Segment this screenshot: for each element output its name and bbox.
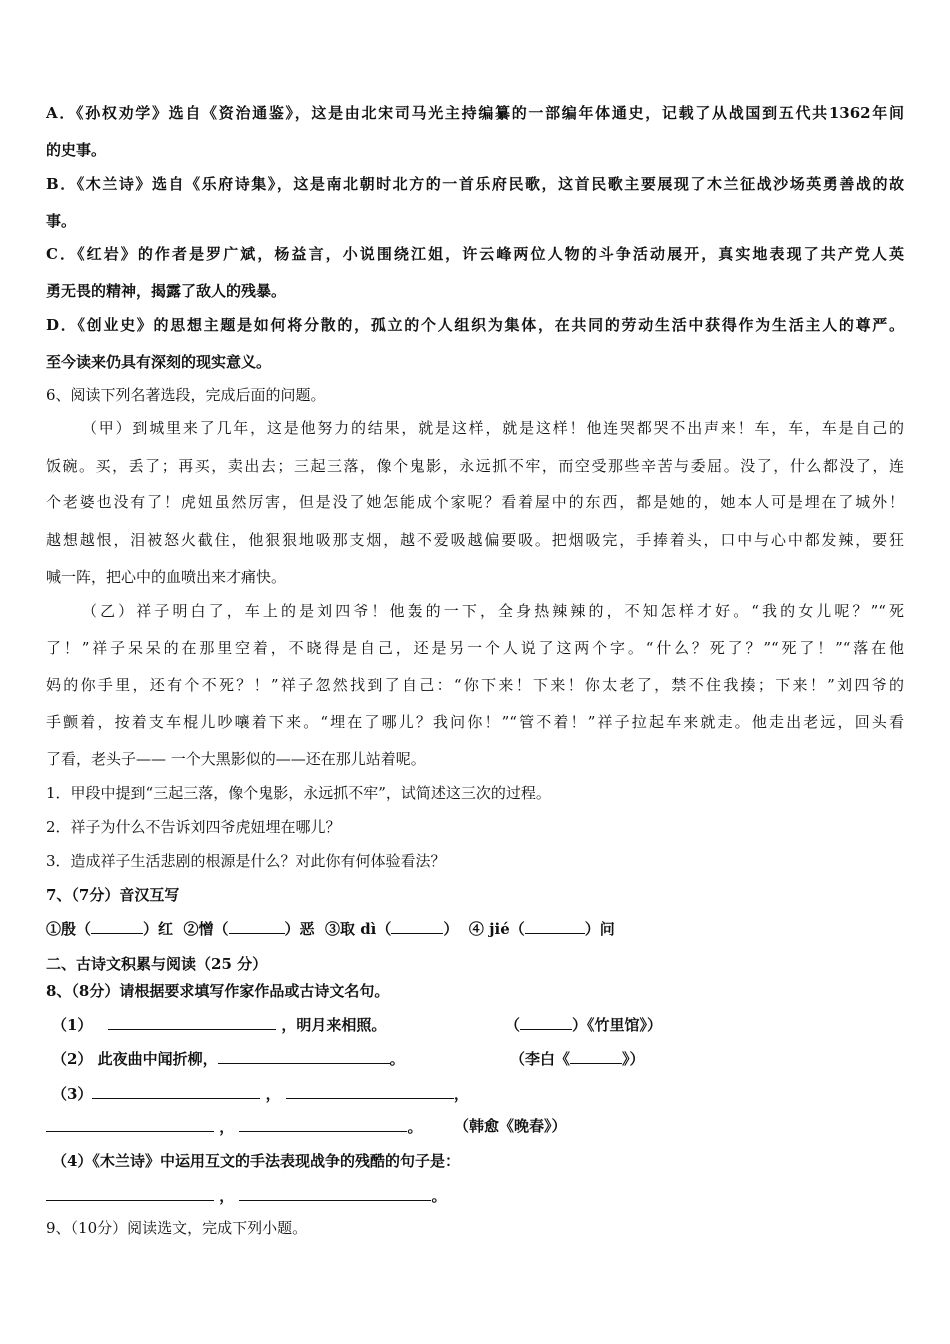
q6-yi-line2: 了！”祥子呆呆的在那里空着，不晓得是自己，还是另一个人说了这两个字。“什么？死了？”“死了！”“落在他 xyxy=(46,639,904,657)
q8-line4 xyxy=(46,1116,423,1137)
q7-item2-suffix: ）恶 xyxy=(284,920,315,938)
q7-item3-suffix: ） xyxy=(443,920,459,938)
option-a-line1: A．《孙权劝学》选自《资治通鉴》，这是由北宋司马光主持编纂的一部编年体通史，记载了从战国到五代共1362年间 xyxy=(46,104,904,122)
q8-line1-author-blank[interactable] xyxy=(520,1014,572,1030)
q7-item1-suffix: ）红 xyxy=(143,920,174,938)
option-b-line1: B．《木兰诗》选自《乐府诗集》，这是南北朝时北方的一首乐府民歌，这首民歌主要展现了木兰征战沙场英勇善战的故 xyxy=(46,175,904,193)
option-b-line2: 事。 xyxy=(46,212,77,230)
q7-item4-prefix: ④ jié（ xyxy=(468,920,525,938)
q7-item1-blank[interactable] xyxy=(91,918,143,934)
q6-yi-line1: （乙）祥子明白了，车上的是刘四爷！他轰的一下，全身热辣辣的，不知怎样才好。“我的女儿呢？”“死 xyxy=(82,602,904,620)
q8-line1-source xyxy=(505,1014,662,1035)
q8-line2-end: 。 xyxy=(389,1050,405,1068)
q8-line2-source-close: 》） xyxy=(622,1050,645,1068)
q8-line1 xyxy=(52,1014,386,1035)
q8-line2-blank[interactable] xyxy=(218,1048,390,1064)
option-d-line1: D．《创业史》的思想主题是如何将分散的，孤立的个人组织为集体，在共同的劳动生活中获得作为生活主人的尊严。 xyxy=(46,316,904,334)
q7-item1-prefix: ①殷（ xyxy=(46,920,92,938)
q8-line4-comma: ， xyxy=(219,1118,235,1136)
q8-line2-verse: （2） 此夜曲中闻折柳， xyxy=(52,1050,218,1068)
q8-line1-number: （1） xyxy=(52,1016,93,1034)
q6-yi-line4: 手颤着，按着支车棍儿吵嚷着下来。“埋在了哪儿？我问你！”“管不着！”祥子拉起车来就走。他走出老远，回头看 xyxy=(46,713,904,731)
q8-line3-comma2: ， xyxy=(453,1085,469,1103)
q8-line4-source: （韩愈《晚春》） xyxy=(454,1117,567,1135)
q6-title: 6、阅读下列名著选段，完成后面的问题。 xyxy=(46,386,326,404)
q6-yi-line5: 了看，老头子—— 一个大黑影似的——还在那儿站着呢。 xyxy=(46,750,426,768)
q8-line5: （4）《木兰诗》中运用互文的手法表现战争的残酷的句子是： xyxy=(52,1152,460,1170)
q6-question-1: 1．甲段中提到“三起三落，像个鬼影，永远抓不牢”，试简述这三次的过程。 xyxy=(46,784,551,802)
q8-line3-comma1: ， xyxy=(265,1085,281,1103)
q7-item2-prefix: ②憎（ xyxy=(183,920,229,938)
q6-question-3: 3．造成祥子生活悲剧的根源是什么？对此你有何体验看法？ xyxy=(46,852,446,870)
option-c-line1: C．《红岩》的作者是罗广斌，杨益言，小说围绕江姐，许云峰两位人物的斗争活动展开，真实地表现了共产党人英 xyxy=(46,245,904,263)
q7-item2-blank[interactable] xyxy=(229,918,285,934)
q7-item3-prefix: ③取 dì（ xyxy=(324,920,392,938)
q8-line3-blank1[interactable] xyxy=(92,1083,260,1099)
q6-question-2: 2．祥子为什么不告诉刘四爷虎妞埋在哪儿？ xyxy=(46,818,341,836)
q8-line4-blank1[interactable] xyxy=(46,1116,214,1132)
q7-title: 7、（7分）音汉互写 xyxy=(46,886,180,904)
q8-line6-end: 。 xyxy=(431,1187,447,1205)
q8-title: 8、（8分）请根据要求填写作家作品或古诗文名句。 xyxy=(46,982,390,1000)
q9-title: 9、（10分）阅读选文，完成下列小题。 xyxy=(46,1219,308,1237)
q6-yi-line3: 妈的你手里，还有个不死？！”祥子忽然找到了自己：“你下来！下来！你太老了，禁不住我揍；下来！”刘四爷的 xyxy=(46,676,904,694)
q8-line2-source xyxy=(510,1048,645,1069)
option-c-line2: 勇无畏的精神，揭露了敌人的残暴。 xyxy=(46,282,287,300)
q7-items xyxy=(46,918,615,939)
q7-item4-suffix: ）问 xyxy=(584,920,615,938)
q8-line6-blank1[interactable] xyxy=(46,1185,214,1201)
q8-line3-blank2[interactable] xyxy=(286,1083,454,1099)
q8-line3-number: （3） xyxy=(52,1085,93,1103)
q8-line1-source-close: ）《竹里馆》） xyxy=(572,1016,663,1034)
q8-line2-title-blank[interactable] xyxy=(570,1048,622,1064)
q7-item4-blank[interactable] xyxy=(525,918,585,934)
q8-line4-end: 。 xyxy=(407,1118,423,1136)
q8-line2-source-open: （李白《 xyxy=(510,1050,571,1068)
q8-line1-blank[interactable] xyxy=(108,1014,276,1030)
q6-jia-line2: 饭碗。买，丢了；再买，卖出去；三起三落，像个鬼影，永远抓不牢，而空受那些辛苦与委屈。没了，什么都没了，连 xyxy=(46,457,904,475)
q7-item3-blank[interactable] xyxy=(391,918,443,934)
q8-line6 xyxy=(46,1185,447,1206)
q8-line3 xyxy=(52,1083,469,1104)
q8-line6-blank2[interactable] xyxy=(239,1185,431,1201)
q8-line1-verse: ，明月来相照。 xyxy=(281,1016,387,1034)
q6-jia-line3: 个老婆也没有了！虎妞虽然厉害，但是没了她怎能成个家呢？看着屋中的东西，都是她的，她本人可是埋在了城外！ xyxy=(46,493,904,511)
option-a-line2: 的史事。 xyxy=(46,141,107,159)
option-d-line2: 至今读来仍具有深刻的现实意义。 xyxy=(46,353,272,371)
q8-line6-comma: ， xyxy=(219,1187,235,1205)
q8-line1-source-open: （ xyxy=(505,1016,521,1034)
q6-jia-line1: （甲）到城里来了几年，这是他努力的结果，就是这样，就是这样！他连哭都哭不出声来！车，车，车是自己的 xyxy=(82,419,904,437)
q8-line2 xyxy=(52,1048,405,1069)
q6-jia-line4: 越想越恨，泪被怒火截住，他狠狠地吸那支烟，越不爱吸越偏要吸。把烟吸完，手捧着头，口中与心中都发辣，要狂 xyxy=(46,531,904,549)
section-2-heading: 二、古诗文积累与阅读（25 分） xyxy=(46,955,268,973)
q8-line4-blank2[interactable] xyxy=(239,1116,407,1132)
q6-jia-line5: 喊一阵，把心中的血喷出来才痛快。 xyxy=(46,568,287,586)
